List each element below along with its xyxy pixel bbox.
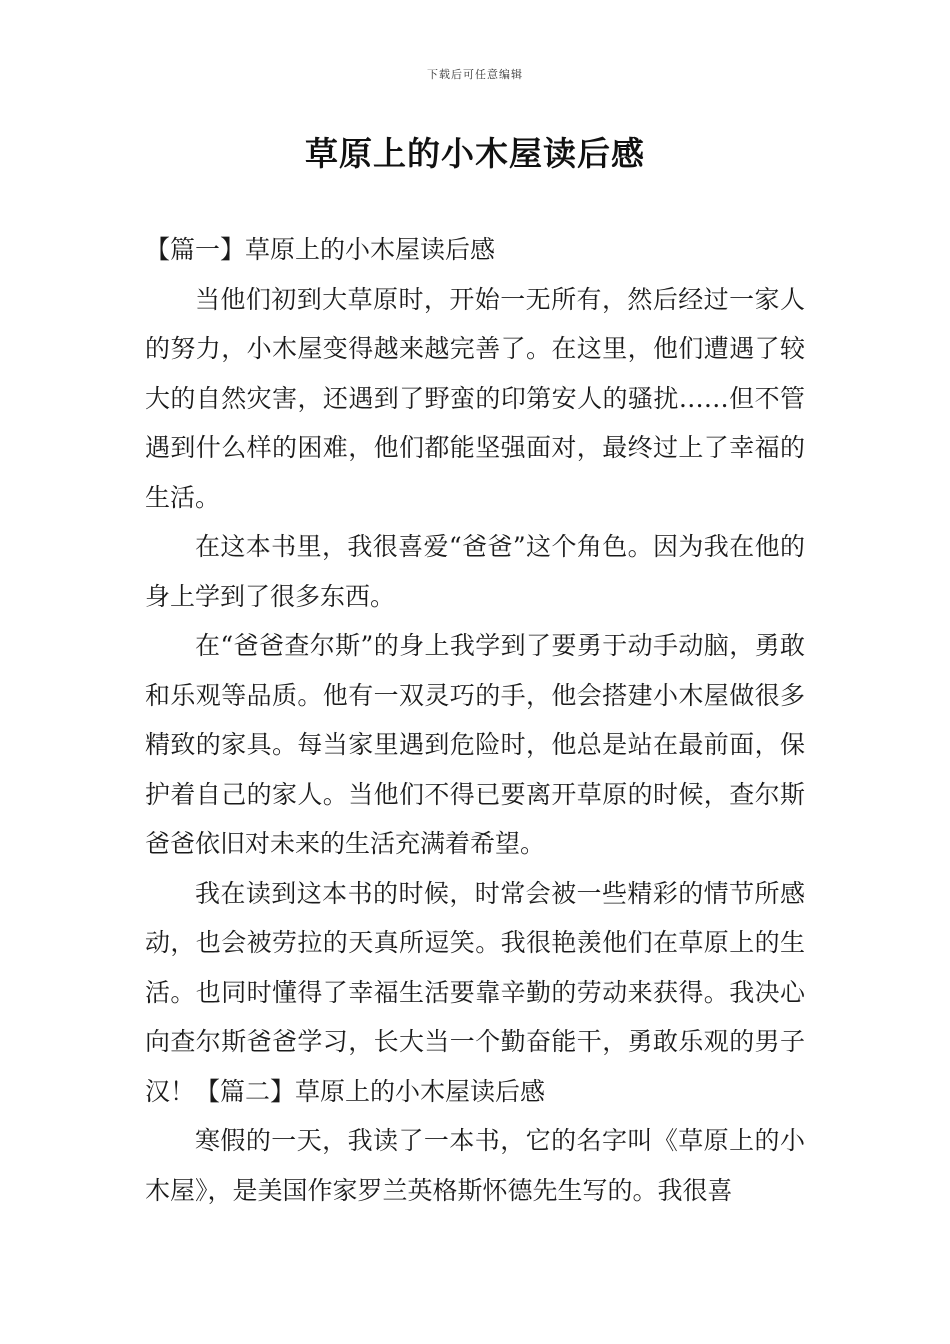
body-paragraph: 在“爸爸查尔斯”的身上我学到了要勇于动手动脑，勇敢和乐观等品质。他有一双灵巧的手，他会搭建小木屋做很多精致的家具。每当家里遇到危险时，他总是站在最前面，保护着自己的家人。当他们不得已要离开草原的时候，查尔斯爸爸依旧对未来的生活充满着希望。 — [145, 631, 805, 858]
body-paragraph: 我在读到这本书的时候，时常会被一些精彩的情节所感动，也会被劳拉的天真所逗笑。我很艳羡他们在草原上的生活。也同时懂得了幸福生活要靠辛勤的劳动来获得。我决心向查尔斯爸爸学习，长大当一个勤奋能干，勇敢乐观的男子汉！【篇二】草原上的小木屋读后感 — [145, 878, 805, 1106]
body-paragraph: 在这本书里，我很喜爱“爸爸”这个角色。因为我在他的身上学到了很多东西。 — [145, 532, 805, 611]
document-title: 草原上的小木屋读后感 — [305, 134, 645, 173]
body-paragraph: 寒假的一天，我读了一本书，它的名字叫《草原上的小木屋》，是美国作家罗兰英格斯怀德先生写的。我很喜 — [145, 1126, 805, 1205]
body-paragraph: 当他们初到大草原时，开始一无所有，然后经过一家人的努力，小木屋变得越来越完善了。在这里，他们遭遇了较大的自然灾害，还遇到了野蛮的印第安人的骚扰……但不管遇到什么样的困难，他们都能坚强面对，最终过上了幸福的生活。 — [145, 284, 805, 512]
page-header-note: 下载后可任意编辑 — [427, 68, 523, 81]
section-heading: 【篇一】草原上的小木屋读后感 — [145, 235, 496, 264]
document-body — [145, 225, 805, 1215]
